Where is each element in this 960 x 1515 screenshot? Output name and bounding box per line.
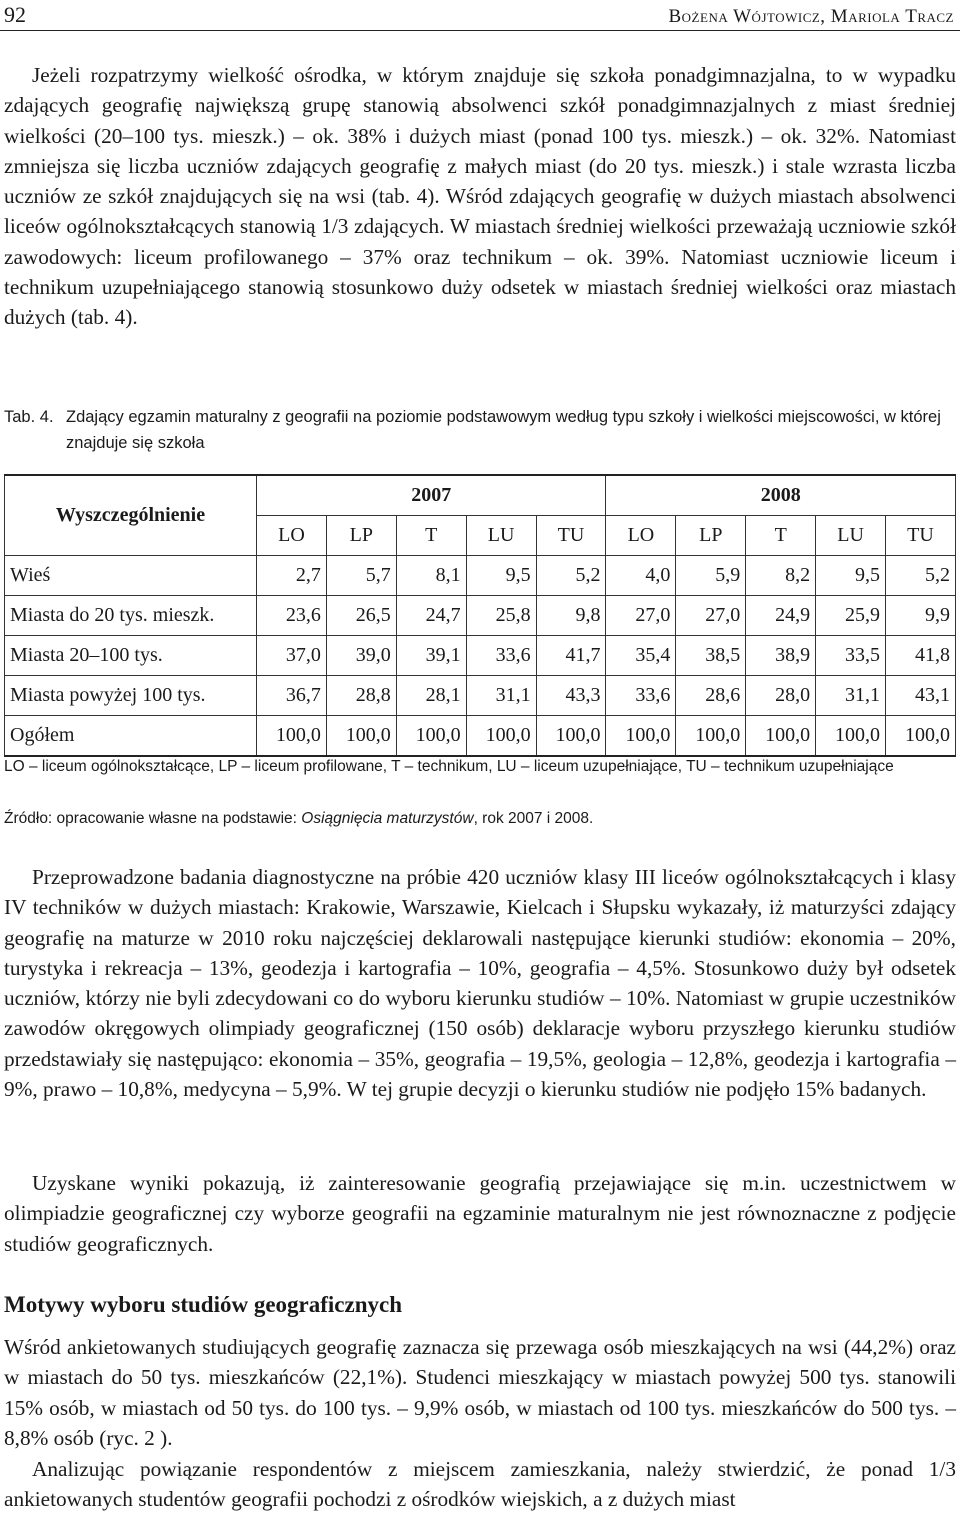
source-suffix: , rok 2007 i 2008. — [473, 810, 594, 827]
table-cell: 28,1 — [396, 676, 466, 716]
table-cell: 100,0 — [886, 716, 956, 757]
table-cell: 24,9 — [746, 596, 816, 636]
table-cell: 5,7 — [326, 556, 396, 596]
school-type-header: T — [746, 516, 816, 556]
table-cell: 8,1 — [396, 556, 466, 596]
table-cell: 28,0 — [746, 676, 816, 716]
table-caption-text: Zdający egzamin maturalny z geografii na poziomie podstawowym według typu szkoły i wielkości miejscowości, w której znajduje się szkoła — [66, 408, 941, 452]
paragraph-1: Jeżeli rozpatrzymy wielkość ośrodka, w którym znajduje się szkoła ponadgimnazjalna, to w wypadku zdających geografię największą grupę stanowią absolwenci szkół ponadgimnazjalnych z miast średniej wielkości (20–100 tys. mieszk.) – ok. 38% i dużych miast (ponad 100 tys. mieszk.) – ok. 32%. Natomiast zmniejsza się liczba uczniów zdających geografię z małych miast (do 20 tys. mieszk.) i stale wzrasta liczba uczniów ze szkół znajdujących się na wsi (tab. 4). Wśród zdających geografię w dużych miastach absolwenci liceów ogólnokształcących stanowią 1/3 zdających. W miastach średniej wielkości przeważają uczniowie szkół zawodowych: liceum profilowanego – 37% oraz technikum – ok. 39%. Natomiast uczniowie liceum i technikum uzupełniającego stanowią stosunkowo duży odsetek w miastach średniej wielkości oraz miastach dużych (tab. 4). — [4, 63, 956, 330]
table-cell: 100,0 — [746, 716, 816, 757]
paragraph-4: Wśród ankietowanych studiujących geografię zaznacza się przewaga osób mieszkających na wsi (44,2%) oraz w miastach do 50 tys. mieszkańców (22,1%). Studenci mieszkający w miastach powyżej 500 tys. stanowili 15% osób, w miastach od 50 tys. do 100 tys. – 9,9% osób, w miastach od 100 tys. mieszkańców do 500 tys. – 8,8% osób (ryc. 2 ). — [4, 1335, 956, 1450]
table-cell: 33,6 — [466, 636, 536, 676]
table-cell: 2,7 — [257, 556, 327, 596]
table-cell: 33,5 — [816, 636, 886, 676]
table-cell: 33,6 — [606, 676, 676, 716]
row-label: Ogółem — [5, 716, 257, 757]
table-legend: LO – liceum ogólnokształcące, LP – liceum profilowane, T – technikum, LU – liceum uzupełniające, TU – technikum uzupełniające — [4, 758, 894, 775]
paragraph-3: Uzyskane wyniki pokazują, iż zainteresowanie geografią przejawiające się m.in. uczestnictwem w olimpiadzie geograficznej czy wyborze geografii na egzaminie maturalnym nie jest równoznaczne z podjęcie studiów geograficznych. — [4, 1171, 956, 1256]
table-cell: 39,0 — [326, 636, 396, 676]
table-row — [5, 716, 956, 757]
table-cell: 31,1 — [466, 676, 536, 716]
table-cell: 100,0 — [396, 716, 466, 757]
table-cell: 100,0 — [816, 716, 886, 757]
table-cell: 41,7 — [536, 636, 606, 676]
table-row — [5, 636, 956, 676]
source-prefix: Źródło: opracowanie własne na podstawie: — [4, 810, 302, 827]
school-type-header: LO — [606, 516, 676, 556]
row-label: Miasta 20–100 tys. — [5, 636, 257, 676]
table-cell: 9,9 — [886, 596, 956, 636]
source-title: Osiągnięcia maturzystów — [301, 810, 474, 827]
table-cell: 9,5 — [466, 556, 536, 596]
running-header — [0, 0, 960, 31]
data-table — [4, 474, 956, 757]
table-cell: 37,0 — [257, 636, 327, 676]
school-type-header: T — [396, 516, 466, 556]
table-row — [5, 676, 956, 716]
year-header-2008: 2008 — [606, 475, 956, 516]
page-number: 92 — [4, 2, 26, 27]
table-cell: 5,2 — [536, 556, 606, 596]
table-cell: 100,0 — [676, 716, 746, 757]
table-cell: 100,0 — [536, 716, 606, 757]
year-header-2007: 2007 — [257, 475, 606, 516]
paragraph-5: Analizując powiązanie respondentów z miejscem zamieszkania, należy stwierdzić, że ponad 1/3 ankietowanych studentów geografii pochodzi z ośrodków wiejskich, a z dużych miast — [4, 1457, 956, 1512]
table-cell: 41,8 — [886, 636, 956, 676]
school-type-header: LO — [257, 516, 327, 556]
table-cell: 8,2 — [746, 556, 816, 596]
table-cell: 5,2 — [886, 556, 956, 596]
school-type-header: LP — [326, 516, 396, 556]
table-cell: 31,1 — [816, 676, 886, 716]
school-type-header: TU — [536, 516, 606, 556]
table-row — [5, 556, 956, 596]
table-cell: 25,9 — [816, 596, 886, 636]
table-caption-label: Tab. 4. — [4, 408, 54, 426]
table-source — [4, 808, 934, 830]
table-cell: 28,8 — [326, 676, 396, 716]
table-cell: 9,8 — [536, 596, 606, 636]
table-cell: 100,0 — [466, 716, 536, 757]
table-body — [5, 556, 956, 757]
table-cell: 24,7 — [396, 596, 466, 636]
table-cell: 36,7 — [257, 676, 327, 716]
table-cell: 27,0 — [606, 596, 676, 636]
table-cell: 25,8 — [466, 596, 536, 636]
table-cell: 43,1 — [886, 676, 956, 716]
school-type-header: LU — [816, 516, 886, 556]
school-type-header: LU — [466, 516, 536, 556]
table-cell: 100,0 — [606, 716, 676, 757]
table-cell: 100,0 — [326, 716, 396, 757]
table-cell: 9,5 — [816, 556, 886, 596]
table-cell: 28,6 — [676, 676, 746, 716]
row-label: Wieś — [5, 556, 257, 596]
table-cell: 38,9 — [746, 636, 816, 676]
table-cell: 4,0 — [606, 556, 676, 596]
table-header-row-years — [5, 475, 956, 516]
table-caption — [4, 404, 954, 456]
table-stub-header: Wyszczególnienie — [5, 475, 257, 556]
table-cell: 35,4 — [606, 636, 676, 676]
table-cell: 27,0 — [676, 596, 746, 636]
row-label: Miasta do 20 tys. mieszk. — [5, 596, 257, 636]
school-type-header: TU — [886, 516, 956, 556]
table-cell: 38,5 — [676, 636, 746, 676]
table-cell: 43,3 — [536, 676, 606, 716]
table-cell: 39,1 — [396, 636, 466, 676]
author-running-title: Bożena Wójtowicz, Mariola Tracz — [668, 6, 954, 27]
table-cell: 5,9 — [676, 556, 746, 596]
school-type-header: LP — [676, 516, 746, 556]
table-row — [5, 596, 956, 636]
table-cell: 26,5 — [326, 596, 396, 636]
paragraph-2: Przeprowadzone badania diagnostyczne na próbie 420 uczniów klasy III liceów ogólnokształcących i klasy IV techników w dużych miastach: Krakowie, Warszawie, Kielcach i Słupsku wykazały, iż maturzyści zdający geografię na maturze w 2010 roku najczęściej deklarowali następujące kierunki studiów: ekonomia – 20%, turystyka i rekreacja – 13%, geodezja i kartografia – 10%, geografia – 4,5%. Stosunkowo duży był odsetek uczniów, którzy nie byli zdecydowani co do wyboru kierunku studiów – 10%. Natomiast w grupie uczestników zawodów okręgowych olimpiady geograficznej (150 osób) deklaracje wyboru przyszłego kierunku studiów przedstawiały się następująco: ekonomia – 35%, geografia – 19,5%, geologia – 12,8%, geodezja i kartografia – 9%, prawo – 10,8%, medycyna – 5,9%. W tej grupie decyzji o kierunku studiów nie podjęło 15% badanych. — [4, 865, 956, 1102]
row-label: Miasta powyżej 100 tys. — [5, 676, 257, 716]
section-heading: Motywy wyboru studiów geograficznych — [4, 1292, 402, 1317]
table-cell: 100,0 — [257, 716, 327, 757]
table-cell: 23,6 — [257, 596, 327, 636]
